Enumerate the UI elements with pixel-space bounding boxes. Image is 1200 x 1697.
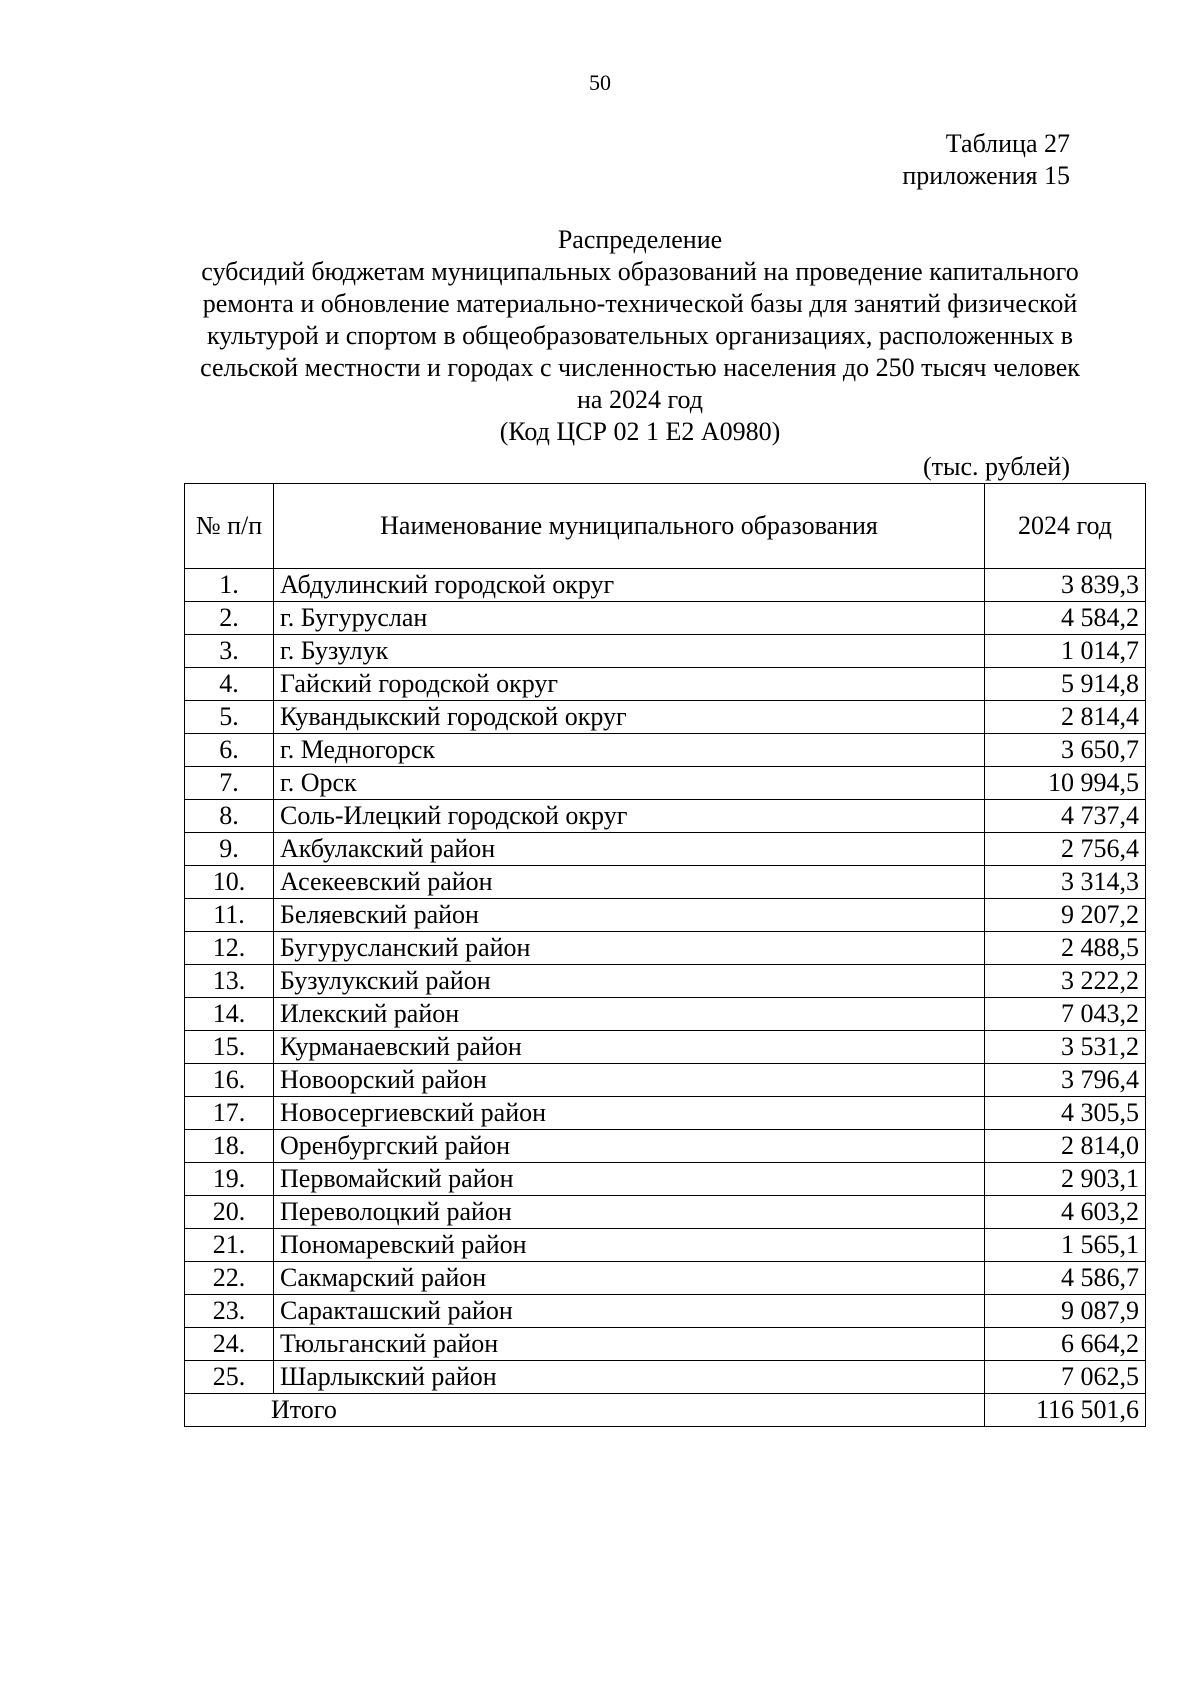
row-number: 15. (185, 1031, 274, 1064)
table-row (185, 734, 1146, 767)
title-line-1: субсидий бюджетам муниципальных образований на проведение капитального (201, 257, 1079, 286)
row-number: 25. (185, 1361, 274, 1394)
row-number: 7. (185, 767, 274, 800)
subsidy-value: 3 839,3 (985, 569, 1146, 602)
table-row (185, 1295, 1146, 1328)
row-number: 24. (185, 1328, 274, 1361)
subsidy-value: 4 737,4 (985, 800, 1146, 833)
table-row (185, 1097, 1146, 1130)
table-row (185, 998, 1146, 1031)
subsidy-value: 4 586,7 (985, 1262, 1146, 1295)
municipality-name: Новосергиевский район (274, 1097, 985, 1130)
title-heading: Распределение (557, 225, 723, 254)
table-body (185, 569, 1146, 1427)
row-number: 18. (185, 1130, 274, 1163)
table-row (185, 1031, 1146, 1064)
subsidy-value: 2 488,5 (985, 932, 1146, 965)
total-label: Итого (271, 1395, 337, 1424)
municipality-name: Первомайский район (274, 1163, 985, 1196)
table-row (185, 701, 1146, 734)
total-cell (185, 1394, 985, 1427)
municipality-name: Асекеевский район (274, 866, 985, 899)
table-row (185, 1163, 1146, 1196)
subsidy-value: 3 796,4 (985, 1064, 1146, 1097)
row-number: 19. (185, 1163, 274, 1196)
table-row (185, 1229, 1146, 1262)
title-line-5: на 2024 год (577, 385, 703, 414)
table-row (185, 833, 1146, 866)
subsidy-value: 3 314,3 (985, 866, 1146, 899)
table-row (185, 965, 1146, 998)
row-number: 17. (185, 1097, 274, 1130)
row-number: 13. (185, 965, 274, 998)
subsidy-value: 1 565,1 (985, 1229, 1146, 1262)
municipality-name: Сакмарский район (274, 1262, 985, 1295)
title-line-3: культурой и спортом в общеобразовательных организациях, расположенных в (206, 321, 1074, 350)
municipality-name: Бузулукский район (274, 965, 985, 998)
header-name: Наименование муниципального образования (274, 484, 985, 569)
table-row (185, 668, 1146, 701)
row-number: 16. (185, 1064, 274, 1097)
units-label: (тыс. рублей) (922, 452, 1070, 481)
municipality-name: Кувандыкский городской округ (274, 701, 985, 734)
table-row (185, 1361, 1146, 1394)
municipality-name: Саракташский район (274, 1295, 985, 1328)
municipality-name: Соль-Илецкий городской округ (274, 800, 985, 833)
municipality-name: Илекский район (274, 998, 985, 1031)
municipality-name: Акбулакский район (274, 833, 985, 866)
table-number: Таблица 27 (945, 129, 1070, 158)
subsidy-value: 10 994,5 (985, 767, 1146, 800)
municipality-name: Тюльганский район (274, 1328, 985, 1361)
table-row (185, 932, 1146, 965)
subsidy-value: 4 584,2 (985, 602, 1146, 635)
table-row (185, 1196, 1146, 1229)
table-row (185, 767, 1146, 800)
table-reference (902, 128, 1070, 192)
subsidy-value: 2 814,4 (985, 701, 1146, 734)
row-number: 21. (185, 1229, 274, 1262)
municipality-name: Курманаевский район (274, 1031, 985, 1064)
subsidy-value: 3 531,2 (985, 1031, 1146, 1064)
row-number: 2. (185, 602, 274, 635)
subsidy-value: 2 814,0 (985, 1130, 1146, 1163)
title-line-2: ремонта и обновление материально-технической базы для занятий физической (202, 289, 1078, 318)
municipality-name: Бугурусланский район (274, 932, 985, 965)
document-title (160, 224, 1120, 448)
table-row (185, 1064, 1146, 1097)
row-number: 10. (185, 866, 274, 899)
subsidy-value: 2 903,1 (985, 1163, 1146, 1196)
municipality-name: Беляевский район (274, 899, 985, 932)
appendix-number: приложения 15 (902, 161, 1070, 190)
subsidy-value: 7 043,2 (985, 998, 1146, 1031)
row-number: 8. (185, 800, 274, 833)
municipality-name: Пономаревский район (274, 1229, 985, 1262)
subsidy-value: 5 914,8 (985, 668, 1146, 701)
municipality-name: г. Бугуруслан (274, 602, 985, 635)
table-row (185, 866, 1146, 899)
subsidy-value: 6 664,2 (985, 1328, 1146, 1361)
row-number: 14. (185, 998, 274, 1031)
row-number: 4. (185, 668, 274, 701)
municipality-name: Переволоцкий район (274, 1196, 985, 1229)
subsidy-value: 1 014,7 (985, 635, 1146, 668)
row-number: 6. (185, 734, 274, 767)
total-row (185, 1394, 1146, 1427)
table-row (185, 1262, 1146, 1295)
table-row (185, 800, 1146, 833)
subsidy-value: 3 650,7 (985, 734, 1146, 767)
municipality-name: Новоорский район (274, 1064, 985, 1097)
municipality-name: Абдулинский городской округ (274, 569, 985, 602)
row-number: 20. (185, 1196, 274, 1229)
municipality-name: Гайский городской округ (274, 668, 985, 701)
municipality-name: Оренбургский район (274, 1130, 985, 1163)
table-header-row (185, 484, 1146, 569)
row-number: 5. (185, 701, 274, 734)
subsidy-value: 4 305,5 (985, 1097, 1146, 1130)
title-code: (Код ЦСР 02 1 Е2 А0980) (499, 417, 781, 446)
table-row (185, 1328, 1146, 1361)
header-year: 2024 год (985, 484, 1146, 569)
header-num: № п/п (185, 484, 274, 569)
municipality-name: Шарлыкский район (274, 1361, 985, 1394)
page-number: 50 (589, 70, 611, 95)
row-number: 23. (185, 1295, 274, 1328)
title-line-4: сельской местности и городах с численностью населения до 250 тысяч человек (200, 353, 1080, 382)
subsidy-value: 4 603,2 (985, 1196, 1146, 1229)
table-row (185, 899, 1146, 932)
row-number: 1. (185, 569, 274, 602)
row-number: 3. (185, 635, 274, 668)
table-row (185, 569, 1146, 602)
subsidy-value: 7 062,5 (985, 1361, 1146, 1394)
table-row (185, 1130, 1146, 1163)
total-value: 116 501,6 (985, 1394, 1146, 1427)
municipality-name: г. Орск (274, 767, 985, 800)
subsidy-value: 9 087,9 (985, 1295, 1146, 1328)
table-row (185, 602, 1146, 635)
municipality-name: г. Бузулук (274, 635, 985, 668)
subsidy-value: 9 207,2 (985, 899, 1146, 932)
row-number: 12. (185, 932, 274, 965)
row-number: 11. (185, 899, 274, 932)
distribution-table (184, 483, 1146, 1427)
subsidy-value: 2 756,4 (985, 833, 1146, 866)
municipality-name: г. Медногорск (274, 734, 985, 767)
table-row (185, 635, 1146, 668)
row-number: 9. (185, 833, 274, 866)
row-number: 22. (185, 1262, 274, 1295)
subsidy-value: 3 222,2 (985, 965, 1146, 998)
